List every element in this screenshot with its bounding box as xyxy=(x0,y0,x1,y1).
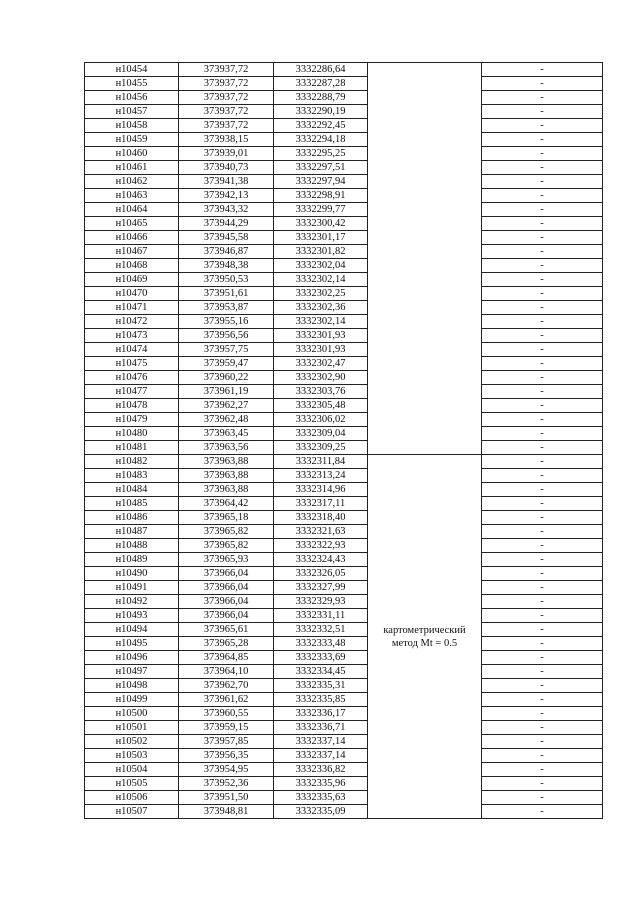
dash-cell: - xyxy=(482,91,603,105)
y-coordinate-cell: 3332324,43 xyxy=(274,553,368,567)
dash-cell: - xyxy=(482,777,603,791)
x-coordinate-cell: 373963,56 xyxy=(179,441,274,455)
dash-cell: - xyxy=(482,147,603,161)
dash-cell: - xyxy=(482,441,603,455)
x-coordinate-cell: 373951,50 xyxy=(179,791,274,805)
x-coordinate-cell: 373945,58 xyxy=(179,231,274,245)
point-id-cell: н10491 xyxy=(85,581,179,595)
y-coordinate-cell: 3332300,42 xyxy=(274,217,368,231)
x-coordinate-cell: 373948,81 xyxy=(179,805,274,819)
table-row xyxy=(85,735,603,749)
dash-cell: - xyxy=(482,497,603,511)
y-coordinate-cell: 3332333,69 xyxy=(274,651,368,665)
dash-cell: - xyxy=(482,567,603,581)
dash-cell: - xyxy=(482,525,603,539)
table-row xyxy=(85,679,603,693)
dash-cell: - xyxy=(482,553,603,567)
x-coordinate-cell: 373937,72 xyxy=(179,105,274,119)
table-row xyxy=(85,595,603,609)
y-coordinate-cell: 3332301,82 xyxy=(274,245,368,259)
point-id-cell: н10495 xyxy=(85,637,179,651)
table-row xyxy=(85,385,603,399)
x-coordinate-cell: 373964,42 xyxy=(179,497,274,511)
point-id-cell: н10493 xyxy=(85,609,179,623)
point-id-cell: н10504 xyxy=(85,763,179,777)
point-id-cell: н10476 xyxy=(85,371,179,385)
table-row xyxy=(85,637,603,651)
y-coordinate-cell: 3332294,18 xyxy=(274,133,368,147)
x-coordinate-cell: 373948,38 xyxy=(179,259,274,273)
table-row xyxy=(85,133,603,147)
table-row xyxy=(85,357,603,371)
point-id-cell: н10492 xyxy=(85,595,179,609)
point-id-cell: н10498 xyxy=(85,679,179,693)
x-coordinate-cell: 373937,72 xyxy=(179,91,274,105)
table-row xyxy=(85,581,603,595)
y-coordinate-cell: 3332302,36 xyxy=(274,301,368,315)
point-id-cell: н10459 xyxy=(85,133,179,147)
point-id-cell: н10462 xyxy=(85,175,179,189)
dash-cell: - xyxy=(482,483,603,497)
point-id-cell: н10479 xyxy=(85,413,179,427)
x-coordinate-cell: 373937,72 xyxy=(179,77,274,91)
point-id-cell: н10502 xyxy=(85,735,179,749)
x-coordinate-cell: 373941,38 xyxy=(179,175,274,189)
x-coordinate-cell: 373962,27 xyxy=(179,399,274,413)
table-row xyxy=(85,63,603,77)
table-row xyxy=(85,301,603,315)
point-id-cell: н10482 xyxy=(85,455,179,469)
y-coordinate-cell: 3332301,93 xyxy=(274,343,368,357)
y-coordinate-cell: 3332336,17 xyxy=(274,707,368,721)
y-coordinate-cell: 3332321,63 xyxy=(274,525,368,539)
y-coordinate-cell: 3332309,04 xyxy=(274,427,368,441)
table-row xyxy=(85,763,603,777)
x-coordinate-cell: 373953,87 xyxy=(179,301,274,315)
table-row xyxy=(85,791,603,805)
y-coordinate-cell: 3332336,71 xyxy=(274,721,368,735)
y-coordinate-cell: 3332302,47 xyxy=(274,357,368,371)
y-coordinate-cell: 3332314,96 xyxy=(274,483,368,497)
y-coordinate-cell: 3332313,24 xyxy=(274,469,368,483)
x-coordinate-cell: 373950,53 xyxy=(179,273,274,287)
dash-cell: - xyxy=(482,693,603,707)
table-row xyxy=(85,469,603,483)
table-row xyxy=(85,189,603,203)
point-id-cell: н10494 xyxy=(85,623,179,637)
dash-cell: - xyxy=(482,105,603,119)
y-coordinate-cell: 3332333,48 xyxy=(274,637,368,651)
dash-cell: - xyxy=(482,203,603,217)
point-id-cell: н10463 xyxy=(85,189,179,203)
y-coordinate-cell: 3332288,79 xyxy=(274,91,368,105)
x-coordinate-cell: 373966,04 xyxy=(179,567,274,581)
point-id-cell: н10454 xyxy=(85,63,179,77)
dash-cell: - xyxy=(482,357,603,371)
point-id-cell: н10473 xyxy=(85,329,179,343)
dash-cell: - xyxy=(482,63,603,77)
dash-cell: - xyxy=(482,385,603,399)
point-id-cell: н10488 xyxy=(85,539,179,553)
y-coordinate-cell: 3332303,76 xyxy=(274,385,368,399)
table-row xyxy=(85,777,603,791)
x-coordinate-cell: 373963,88 xyxy=(179,455,274,469)
point-id-cell: н10501 xyxy=(85,721,179,735)
table-row xyxy=(85,609,603,623)
table-row xyxy=(85,161,603,175)
y-coordinate-cell: 3332298,91 xyxy=(274,189,368,203)
table-row xyxy=(85,91,603,105)
x-coordinate-cell: 373943,32 xyxy=(179,203,274,217)
dash-cell: - xyxy=(482,665,603,679)
x-coordinate-cell: 373939,01 xyxy=(179,147,274,161)
x-coordinate-cell: 373964,10 xyxy=(179,665,274,679)
dash-cell: - xyxy=(482,329,603,343)
point-id-cell: н10461 xyxy=(85,161,179,175)
dash-cell: - xyxy=(482,511,603,525)
table-row xyxy=(85,805,603,819)
x-coordinate-cell: 373959,15 xyxy=(179,721,274,735)
point-id-cell: н10480 xyxy=(85,427,179,441)
point-id-cell: н10470 xyxy=(85,287,179,301)
point-id-cell: н10464 xyxy=(85,203,179,217)
x-coordinate-cell: 373942,13 xyxy=(179,189,274,203)
y-coordinate-cell: 3332327,99 xyxy=(274,581,368,595)
table-row xyxy=(85,371,603,385)
table-row xyxy=(85,245,603,259)
x-coordinate-cell: 373965,82 xyxy=(179,525,274,539)
x-coordinate-cell: 373940,73 xyxy=(179,161,274,175)
point-id-cell: н10460 xyxy=(85,147,179,161)
point-id-cell: н10486 xyxy=(85,511,179,525)
dash-cell: - xyxy=(482,637,603,651)
y-coordinate-cell: 3332335,09 xyxy=(274,805,368,819)
y-coordinate-cell: 3332297,94 xyxy=(274,175,368,189)
table-row xyxy=(85,623,603,637)
y-coordinate-cell: 3332287,28 xyxy=(274,77,368,91)
coordinates-table xyxy=(84,62,603,819)
x-coordinate-cell: 373965,18 xyxy=(179,511,274,525)
y-coordinate-cell: 3332337,14 xyxy=(274,749,368,763)
table-row xyxy=(85,567,603,581)
table-row xyxy=(85,259,603,273)
x-coordinate-cell: 373966,04 xyxy=(179,581,274,595)
table-row xyxy=(85,77,603,91)
table-row xyxy=(85,665,603,679)
point-id-cell: н10468 xyxy=(85,259,179,273)
table-row xyxy=(85,525,603,539)
point-id-cell: н10456 xyxy=(85,91,179,105)
table-row xyxy=(85,427,603,441)
point-id-cell: н10505 xyxy=(85,777,179,791)
x-coordinate-cell: 373961,19 xyxy=(179,385,274,399)
coordinates-table-body xyxy=(85,63,603,819)
y-coordinate-cell: 3332292,45 xyxy=(274,119,368,133)
y-coordinate-cell: 3332335,63 xyxy=(274,791,368,805)
point-id-cell: н10471 xyxy=(85,301,179,315)
dash-cell: - xyxy=(482,539,603,553)
x-coordinate-cell: 373963,88 xyxy=(179,469,274,483)
table-row xyxy=(85,497,603,511)
y-coordinate-cell: 3332299,77 xyxy=(274,203,368,217)
y-coordinate-cell: 3332318,40 xyxy=(274,511,368,525)
y-coordinate-cell: 3332302,14 xyxy=(274,315,368,329)
dash-cell: - xyxy=(482,763,603,777)
point-id-cell: н10458 xyxy=(85,119,179,133)
table-row xyxy=(85,399,603,413)
y-coordinate-cell: 3332326,05 xyxy=(274,567,368,581)
point-id-cell: н10489 xyxy=(85,553,179,567)
dash-cell: - xyxy=(482,609,603,623)
dash-cell: - xyxy=(482,189,603,203)
method-cell: картометрический метод Mt = 0.5 xyxy=(368,455,482,819)
dash-cell: - xyxy=(482,259,603,273)
x-coordinate-cell: 373938,15 xyxy=(179,133,274,147)
y-coordinate-cell: 3332335,85 xyxy=(274,693,368,707)
dash-cell: - xyxy=(482,245,603,259)
table-row xyxy=(85,329,603,343)
x-coordinate-cell: 373965,93 xyxy=(179,553,274,567)
table-row xyxy=(85,483,603,497)
point-id-cell: н10457 xyxy=(85,105,179,119)
table-row xyxy=(85,441,603,455)
y-coordinate-cell: 3332302,14 xyxy=(274,273,368,287)
x-coordinate-cell: 373965,28 xyxy=(179,637,274,651)
y-coordinate-cell: 3332305,48 xyxy=(274,399,368,413)
y-coordinate-cell: 3332322,93 xyxy=(274,539,368,553)
x-coordinate-cell: 373960,55 xyxy=(179,707,274,721)
x-coordinate-cell: 373952,36 xyxy=(179,777,274,791)
y-coordinate-cell: 3332311,84 xyxy=(274,455,368,469)
x-coordinate-cell: 373946,87 xyxy=(179,245,274,259)
x-coordinate-cell: 373964,85 xyxy=(179,651,274,665)
dash-cell: - xyxy=(482,371,603,385)
point-id-cell: н10485 xyxy=(85,497,179,511)
table-row xyxy=(85,175,603,189)
y-coordinate-cell: 3332317,11 xyxy=(274,497,368,511)
point-id-cell: н10478 xyxy=(85,399,179,413)
dash-cell: - xyxy=(482,119,603,133)
table-row xyxy=(85,287,603,301)
y-coordinate-cell: 3332337,14 xyxy=(274,735,368,749)
x-coordinate-cell: 373965,61 xyxy=(179,623,274,637)
dash-cell: - xyxy=(482,343,603,357)
point-id-cell: н10484 xyxy=(85,483,179,497)
table-row xyxy=(85,707,603,721)
dash-cell: - xyxy=(482,595,603,609)
table-row xyxy=(85,539,603,553)
dash-cell: - xyxy=(482,133,603,147)
point-id-cell: н10500 xyxy=(85,707,179,721)
x-coordinate-cell: 373959,47 xyxy=(179,357,274,371)
dash-cell: - xyxy=(482,651,603,665)
x-coordinate-cell: 373965,82 xyxy=(179,539,274,553)
table-row xyxy=(85,721,603,735)
dash-cell: - xyxy=(482,315,603,329)
dash-cell: - xyxy=(482,805,603,819)
x-coordinate-cell: 373957,75 xyxy=(179,343,274,357)
y-coordinate-cell: 3332306,02 xyxy=(274,413,368,427)
dash-cell: - xyxy=(482,161,603,175)
y-coordinate-cell: 3332335,31 xyxy=(274,679,368,693)
point-id-cell: н10469 xyxy=(85,273,179,287)
point-id-cell: н10507 xyxy=(85,805,179,819)
y-coordinate-cell: 3332301,93 xyxy=(274,329,368,343)
dash-cell: - xyxy=(482,77,603,91)
point-id-cell: н10497 xyxy=(85,665,179,679)
point-id-cell: н10475 xyxy=(85,357,179,371)
x-coordinate-cell: 373937,72 xyxy=(179,119,274,133)
point-id-cell: н10466 xyxy=(85,231,179,245)
y-coordinate-cell: 3332335,96 xyxy=(274,777,368,791)
table-row xyxy=(85,343,603,357)
dash-cell: - xyxy=(482,469,603,483)
table-row xyxy=(85,203,603,217)
x-coordinate-cell: 373937,72 xyxy=(179,63,274,77)
x-coordinate-cell: 373954,95 xyxy=(179,763,274,777)
y-coordinate-cell: 3332290,19 xyxy=(274,105,368,119)
dash-cell: - xyxy=(482,175,603,189)
dash-cell: - xyxy=(482,427,603,441)
x-coordinate-cell: 373962,70 xyxy=(179,679,274,693)
y-coordinate-cell: 3332302,04 xyxy=(274,259,368,273)
dash-cell: - xyxy=(482,399,603,413)
table-row xyxy=(85,651,603,665)
x-coordinate-cell: 373961,62 xyxy=(179,693,274,707)
table-row xyxy=(85,273,603,287)
x-coordinate-cell: 373951,61 xyxy=(179,287,274,301)
table-row xyxy=(85,217,603,231)
dash-cell: - xyxy=(482,581,603,595)
y-coordinate-cell: 3332336,82 xyxy=(274,763,368,777)
dash-cell: - xyxy=(482,721,603,735)
y-coordinate-cell: 3332297,51 xyxy=(274,161,368,175)
x-coordinate-cell: 373956,35 xyxy=(179,749,274,763)
y-coordinate-cell: 3332302,25 xyxy=(274,287,368,301)
table-row xyxy=(85,315,603,329)
point-id-cell: н10455 xyxy=(85,77,179,91)
point-id-cell: н10467 xyxy=(85,245,179,259)
point-id-cell: н10483 xyxy=(85,469,179,483)
y-coordinate-cell: 3332286,64 xyxy=(274,63,368,77)
table-row xyxy=(85,105,603,119)
y-coordinate-cell: 3332332,51 xyxy=(274,623,368,637)
y-coordinate-cell: 3332295,25 xyxy=(274,147,368,161)
table-row xyxy=(85,693,603,707)
point-id-cell: н10487 xyxy=(85,525,179,539)
x-coordinate-cell: 373956,56 xyxy=(179,329,274,343)
x-coordinate-cell: 373962,48 xyxy=(179,413,274,427)
table-row xyxy=(85,749,603,763)
dash-cell: - xyxy=(482,707,603,721)
dash-cell: - xyxy=(482,217,603,231)
x-coordinate-cell: 373957,85 xyxy=(179,735,274,749)
dash-cell: - xyxy=(482,413,603,427)
point-id-cell: н10503 xyxy=(85,749,179,763)
dash-cell: - xyxy=(482,301,603,315)
point-id-cell: н10506 xyxy=(85,791,179,805)
table-row xyxy=(85,511,603,525)
table-row xyxy=(85,553,603,567)
dash-cell: - xyxy=(482,623,603,637)
x-coordinate-cell: 373966,04 xyxy=(179,609,274,623)
y-coordinate-cell: 3332329,93 xyxy=(274,595,368,609)
y-coordinate-cell: 3332331,11 xyxy=(274,609,368,623)
table-row xyxy=(85,413,603,427)
dash-cell: - xyxy=(482,735,603,749)
dash-cell: - xyxy=(482,273,603,287)
x-coordinate-cell: 373960,22 xyxy=(179,371,274,385)
dash-cell: - xyxy=(482,679,603,693)
dash-cell: - xyxy=(482,287,603,301)
x-coordinate-cell: 373944,29 xyxy=(179,217,274,231)
x-coordinate-cell: 373963,88 xyxy=(179,483,274,497)
dash-cell: - xyxy=(482,749,603,763)
dash-cell: - xyxy=(482,455,603,469)
x-coordinate-cell: 373966,04 xyxy=(179,595,274,609)
y-coordinate-cell: 3332309,25 xyxy=(274,441,368,455)
y-coordinate-cell: 3332302,90 xyxy=(274,371,368,385)
point-id-cell: н10481 xyxy=(85,441,179,455)
y-coordinate-cell: 3332301,17 xyxy=(274,231,368,245)
method-cell xyxy=(368,63,482,455)
point-id-cell: н10465 xyxy=(85,217,179,231)
x-coordinate-cell: 373963,45 xyxy=(179,427,274,441)
y-coordinate-cell: 3332334,45 xyxy=(274,665,368,679)
table-row xyxy=(85,231,603,245)
point-id-cell: н10474 xyxy=(85,343,179,357)
dash-cell: - xyxy=(482,231,603,245)
table-row xyxy=(85,119,603,133)
table-row xyxy=(85,455,603,469)
point-id-cell: н10472 xyxy=(85,315,179,329)
point-id-cell: н10477 xyxy=(85,385,179,399)
table-row xyxy=(85,147,603,161)
dash-cell: - xyxy=(482,791,603,805)
x-coordinate-cell: 373955,16 xyxy=(179,315,274,329)
point-id-cell: н10490 xyxy=(85,567,179,581)
point-id-cell: н10499 xyxy=(85,693,179,707)
point-id-cell: н10496 xyxy=(85,651,179,665)
